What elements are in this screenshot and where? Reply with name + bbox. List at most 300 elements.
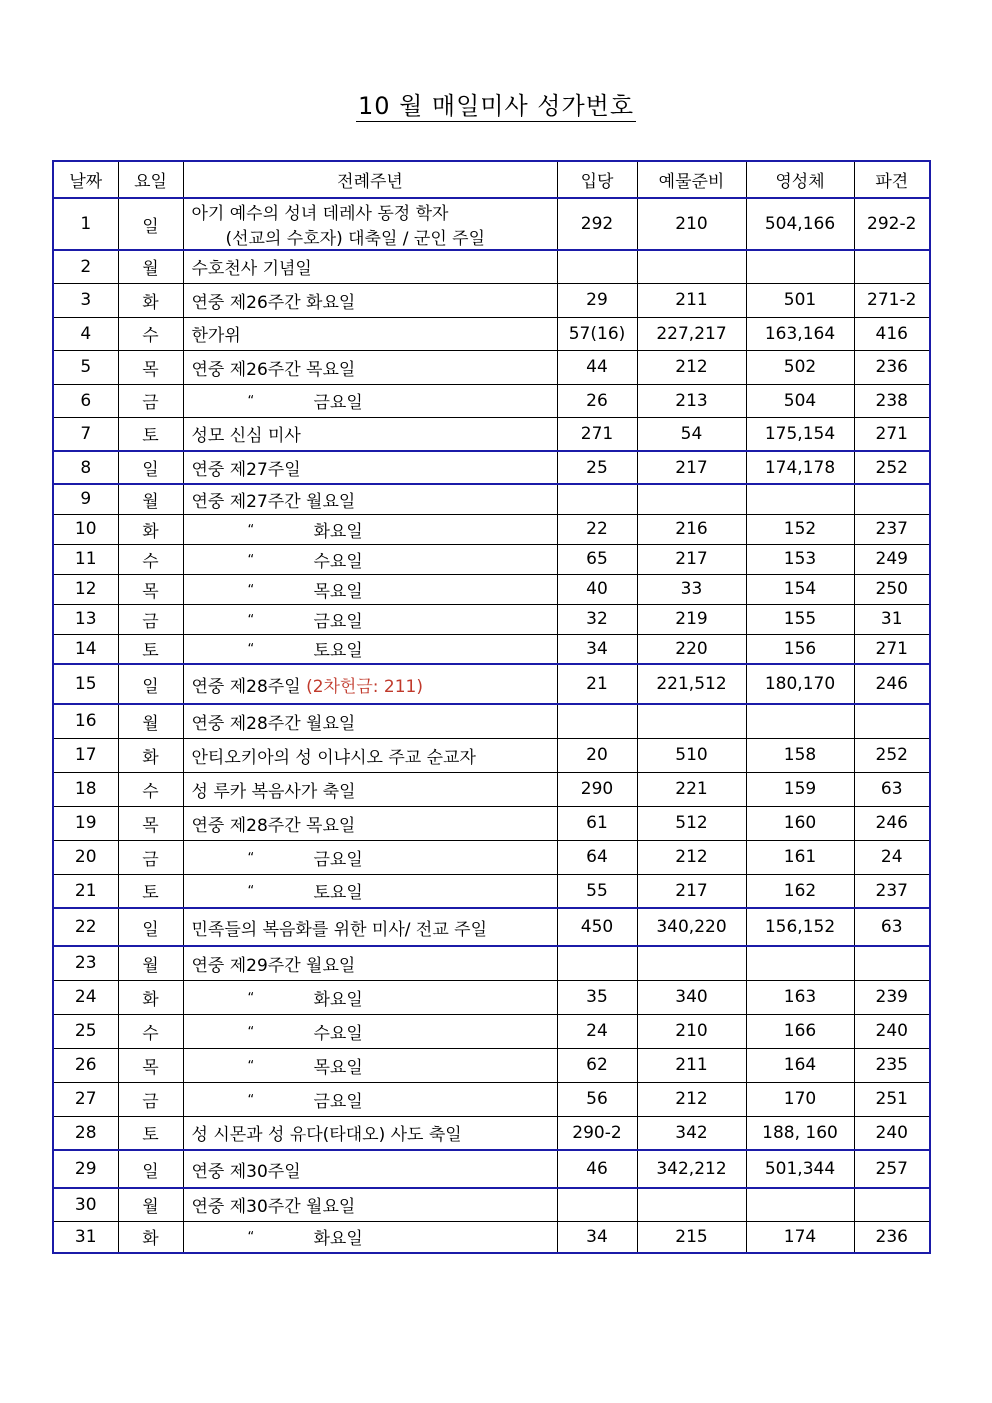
cell-date: 5	[53, 350, 118, 384]
cell-date: 13	[53, 604, 118, 634]
ditto-mark: “	[247, 1092, 255, 1108]
cell-recessional: 246	[854, 664, 930, 704]
cell-entrance	[557, 946, 637, 980]
cell-liturgy	[183, 1221, 557, 1253]
cell-recessional: 238	[854, 384, 930, 417]
cell-recessional: 251	[854, 1082, 930, 1116]
cell-liturgy	[183, 738, 557, 772]
cell-entrance: 25	[557, 451, 637, 484]
cell-recessional	[854, 484, 930, 514]
cell-day: 수	[118, 772, 183, 806]
liturgy-text: 금요일	[313, 849, 363, 870]
liturgy-text: 목요일	[313, 581, 363, 602]
cell-day: 목	[118, 806, 183, 840]
liturgy-text: 수호천사 기념일	[191, 259, 312, 280]
cell-liturgy	[183, 634, 557, 664]
cell-liturgy	[183, 1188, 557, 1221]
liturgy-text: 한가위	[191, 326, 241, 346]
liturgy-text: 화요일	[313, 989, 363, 1010]
liturgy-text: 민족들의 복음화를 위한 미사/ 전교 주일	[191, 919, 487, 940]
cell-recessional: 236	[854, 350, 930, 384]
cell-liturgy	[183, 250, 557, 283]
cell-liturgy	[183, 1150, 557, 1188]
cell-day: 월	[118, 946, 183, 980]
cell-offertory: 510	[637, 738, 746, 772]
cell-communion: 164	[746, 1048, 854, 1082]
cell-entrance: 290-2	[557, 1116, 637, 1150]
cell-day: 화	[118, 738, 183, 772]
cell-communion: 501	[746, 283, 854, 317]
cell-communion: 501,344	[746, 1150, 854, 1188]
cell-recessional: 240	[854, 1014, 930, 1048]
cell-entrance: 22	[557, 514, 637, 544]
cell-recessional: 63	[854, 908, 930, 946]
table-row	[53, 604, 930, 634]
table-row	[53, 664, 930, 704]
cell-date: 26	[53, 1048, 118, 1082]
table-row	[53, 634, 930, 664]
cell-entrance: 61	[557, 806, 637, 840]
header-offertory: 예물준비	[637, 161, 746, 198]
cell-communion	[746, 704, 854, 738]
table-row	[53, 874, 930, 908]
cell-offertory: 512	[637, 806, 746, 840]
cell-offertory: 342,212	[637, 1150, 746, 1188]
cell-date: 27	[53, 1082, 118, 1116]
header-liturgy: 전례주년	[183, 161, 557, 198]
cell-entrance: 35	[557, 980, 637, 1014]
liturgy-text: 연중 제26주간 화요일	[191, 292, 356, 313]
cell-offertory	[637, 1188, 746, 1221]
cell-day: 월	[118, 250, 183, 283]
liturgy-text: 연중 제29주간 월요일	[191, 955, 356, 976]
cell-entrance	[557, 704, 637, 738]
cell-day: 일	[118, 664, 183, 704]
cell-recessional	[854, 1188, 930, 1221]
cell-date: 10	[53, 514, 118, 544]
table-row	[53, 1116, 930, 1150]
cell-day: 목	[118, 350, 183, 384]
cell-recessional: 271-2	[854, 283, 930, 317]
liturgy-text: 토요일	[313, 883, 363, 904]
cell-day: 금	[118, 384, 183, 417]
table-row	[53, 946, 930, 980]
table-row	[53, 1188, 930, 1221]
ditto-mark: “	[247, 582, 255, 598]
cell-entrance: 24	[557, 1014, 637, 1048]
cell-liturgy	[183, 604, 557, 634]
cell-liturgy	[183, 908, 557, 946]
cell-offertory: 212	[637, 350, 746, 384]
cell-communion: 162	[746, 874, 854, 908]
cell-offertory: 54	[637, 417, 746, 451]
table-body	[53, 198, 930, 1253]
cell-offertory: 227,217	[637, 317, 746, 350]
cell-offertory: 210	[637, 1014, 746, 1048]
table-row	[53, 484, 930, 514]
page-title	[0, 86, 992, 121]
cell-communion: 161	[746, 840, 854, 874]
liturgy-text: 안티오키아의 성 이냐시오 주교 순교자	[191, 747, 476, 768]
cell-day: 화	[118, 514, 183, 544]
cell-recessional: 31	[854, 604, 930, 634]
cell-day: 월	[118, 704, 183, 738]
table-row	[53, 772, 930, 806]
cell-liturgy	[183, 772, 557, 806]
cell-recessional: 252	[854, 738, 930, 772]
cell-liturgy	[183, 664, 557, 704]
cell-date: 17	[53, 738, 118, 772]
liturgy-text: 수요일	[313, 1023, 363, 1044]
hymn-schedule-table	[52, 160, 931, 1254]
header-date: 날짜	[53, 161, 118, 198]
cell-recessional	[854, 946, 930, 980]
cell-communion	[746, 946, 854, 980]
cell-liturgy	[183, 451, 557, 484]
ditto-mark: “	[247, 394, 255, 409]
cell-date: 21	[53, 874, 118, 908]
cell-communion: 154	[746, 574, 854, 604]
cell-entrance: 64	[557, 840, 637, 874]
cell-date: 16	[53, 704, 118, 738]
liturgy-text: 성모 신심 미사	[191, 426, 301, 447]
cell-recessional: 252	[854, 451, 930, 484]
cell-day: 토	[118, 874, 183, 908]
table-row	[53, 198, 930, 250]
cell-entrance: 26	[557, 384, 637, 417]
cell-date: 7	[53, 417, 118, 451]
cell-offertory: 217	[637, 874, 746, 908]
cell-offertory: 221	[637, 772, 746, 806]
table-row	[53, 250, 930, 283]
cell-communion: 170	[746, 1082, 854, 1116]
liturgy-text: 금요일	[313, 393, 363, 413]
cell-day: 화	[118, 283, 183, 317]
cell-liturgy	[183, 514, 557, 544]
cell-date: 8	[53, 451, 118, 484]
table-row	[53, 704, 930, 738]
cell-entrance: 62	[557, 1048, 637, 1082]
table-row	[53, 1221, 930, 1253]
cell-liturgy	[183, 484, 557, 514]
ditto-mark: “	[247, 850, 255, 866]
cell-communion: 156,152	[746, 908, 854, 946]
header-entrance: 입당	[557, 161, 637, 198]
ditto-mark: “	[247, 642, 255, 658]
cell-day: 수	[118, 1014, 183, 1048]
cell-recessional: 237	[854, 874, 930, 908]
cell-date: 2	[53, 250, 118, 283]
table-row	[53, 544, 930, 574]
cell-entrance: 34	[557, 634, 637, 664]
cell-date: 4	[53, 317, 118, 350]
cell-day: 토	[118, 417, 183, 451]
table-row	[53, 738, 930, 772]
table-row	[53, 350, 930, 384]
cell-day: 일	[118, 908, 183, 946]
cell-entrance: 57(16)	[557, 317, 637, 350]
cell-communion: 152	[746, 514, 854, 544]
cell-recessional: 416	[854, 317, 930, 350]
cell-liturgy	[183, 544, 557, 574]
liturgy-text: 성 시몬과 성 유다(타대오) 사도 축일	[191, 1125, 462, 1146]
header-communion: 영성체	[746, 161, 854, 198]
liturgy-text: 연중 제27주일	[191, 460, 301, 480]
cell-liturgy	[183, 704, 557, 738]
cell-offertory: 215	[637, 1221, 746, 1253]
cell-offertory: 221,512	[637, 664, 746, 704]
cell-offertory: 216	[637, 514, 746, 544]
cell-communion: 180,170	[746, 664, 854, 704]
cell-date: 22	[53, 908, 118, 946]
cell-offertory: 220	[637, 634, 746, 664]
cell-offertory: 342	[637, 1116, 746, 1150]
cell-day: 수	[118, 544, 183, 574]
cell-entrance: 290	[557, 772, 637, 806]
table-row	[53, 283, 930, 317]
table-header-row	[53, 161, 930, 198]
cell-date: 19	[53, 806, 118, 840]
cell-liturgy	[183, 806, 557, 840]
cell-liturgy	[183, 1014, 557, 1048]
cell-communion: 158	[746, 738, 854, 772]
liturgy-text: 금요일	[313, 1091, 363, 1112]
cell-liturgy	[183, 198, 557, 250]
cell-day: 수	[118, 317, 183, 350]
liturgy-text: 연중 제27주간 월요일	[191, 491, 356, 512]
cell-date: 20	[53, 840, 118, 874]
cell-recessional: 63	[854, 772, 930, 806]
cell-entrance: 450	[557, 908, 637, 946]
ditto-mark: “	[247, 990, 255, 1006]
cell-date: 24	[53, 980, 118, 1014]
cell-day: 금	[118, 840, 183, 874]
cell-day: 금	[118, 604, 183, 634]
cell-recessional	[854, 704, 930, 738]
header-day: 요일	[118, 161, 183, 198]
table-row	[53, 1082, 930, 1116]
table-row	[53, 384, 930, 417]
cell-date: 9	[53, 484, 118, 514]
cell-offertory: 219	[637, 604, 746, 634]
liturgy-line-2: (선교의 수호자) 대축일 / 군인 주일	[225, 229, 485, 249]
cell-date: 14	[53, 634, 118, 664]
cell-liturgy	[183, 283, 557, 317]
cell-communion: 160	[746, 806, 854, 840]
cell-recessional: 249	[854, 544, 930, 574]
cell-day: 일	[118, 451, 183, 484]
cell-liturgy	[183, 317, 557, 350]
cell-date: 18	[53, 772, 118, 806]
cell-day: 목	[118, 574, 183, 604]
cell-offertory: 340,220	[637, 908, 746, 946]
liturgy-text: 연중 제28주간 월요일	[191, 713, 356, 734]
cell-communion: 174	[746, 1221, 854, 1253]
cell-communion	[746, 1188, 854, 1221]
cell-recessional: 237	[854, 514, 930, 544]
ditto-mark: “	[247, 1058, 255, 1074]
cell-liturgy	[183, 946, 557, 980]
cell-liturgy	[183, 417, 557, 451]
cell-offertory: 340	[637, 980, 746, 1014]
cell-offertory: 33	[637, 574, 746, 604]
liturgy-text: 수요일	[313, 551, 363, 572]
cell-liturgy	[183, 1116, 557, 1150]
liturgy-text: 연중 제30주일	[191, 1161, 301, 1182]
page-title-text: 10 월 매일미사 성가번호	[357, 92, 635, 120]
table-row	[53, 908, 930, 946]
cell-liturgy	[183, 1048, 557, 1082]
cell-entrance	[557, 1188, 637, 1221]
table-row	[53, 1150, 930, 1188]
liturgy-text: 화요일	[313, 1229, 363, 1250]
cell-day: 일	[118, 1150, 183, 1188]
cell-communion: 502	[746, 350, 854, 384]
cell-liturgy	[183, 1082, 557, 1116]
second-collection-note: (2차헌금: 211)	[306, 676, 423, 697]
cell-recessional: 292-2	[854, 198, 930, 250]
cell-day: 월	[118, 484, 183, 514]
cell-liturgy	[183, 350, 557, 384]
table-row	[53, 317, 930, 350]
cell-date: 30	[53, 1188, 118, 1221]
cell-entrance: 21	[557, 664, 637, 704]
cell-offertory: 212	[637, 1082, 746, 1116]
cell-communion: 155	[746, 604, 854, 634]
ditto-mark: “	[247, 612, 255, 628]
cell-date: 25	[53, 1014, 118, 1048]
cell-offertory	[637, 484, 746, 514]
cell-communion: 166	[746, 1014, 854, 1048]
cell-recessional: 236	[854, 1221, 930, 1253]
liturgy-line-1: 아기 예수의 성녀 데레사 동정 학자	[191, 204, 449, 224]
cell-entrance: 55	[557, 874, 637, 908]
cell-date: 29	[53, 1150, 118, 1188]
cell-liturgy	[183, 384, 557, 417]
cell-liturgy	[183, 980, 557, 1014]
cell-date: 15	[53, 664, 118, 704]
header-recessional: 파견	[854, 161, 930, 198]
table-row	[53, 840, 930, 874]
cell-offertory: 210	[637, 198, 746, 250]
table-row	[53, 417, 930, 451]
cell-date: 12	[53, 574, 118, 604]
table-row	[53, 574, 930, 604]
cell-offertory	[637, 250, 746, 283]
cell-recessional	[854, 250, 930, 283]
table-row	[53, 1014, 930, 1048]
cell-recessional: 246	[854, 806, 930, 840]
cell-communion: 163,164	[746, 317, 854, 350]
cell-date: 6	[53, 384, 118, 417]
cell-date: 1	[53, 198, 118, 250]
ditto-mark: “	[247, 1230, 255, 1246]
cell-entrance: 32	[557, 604, 637, 634]
cell-entrance: 29	[557, 283, 637, 317]
cell-communion: 175,154	[746, 417, 854, 451]
cell-recessional: 271	[854, 634, 930, 664]
liturgy-text: 토요일	[313, 641, 363, 662]
cell-day: 목	[118, 1048, 183, 1082]
ditto-mark: “	[247, 552, 255, 568]
liturgy-text: 금요일	[313, 611, 363, 632]
liturgy-text: 화요일	[313, 521, 363, 542]
cell-liturgy	[183, 840, 557, 874]
cell-recessional: 250	[854, 574, 930, 604]
cell-liturgy	[183, 874, 557, 908]
cell-offertory: 212	[637, 840, 746, 874]
cell-offertory: 211	[637, 1048, 746, 1082]
cell-day: 화	[118, 1221, 183, 1253]
cell-entrance: 20	[557, 738, 637, 772]
cell-date: 11	[53, 544, 118, 574]
cell-liturgy	[183, 574, 557, 604]
cell-entrance: 34	[557, 1221, 637, 1253]
cell-recessional: 235	[854, 1048, 930, 1082]
cell-day: 일	[118, 198, 183, 250]
table-row	[53, 514, 930, 544]
table-row	[53, 1048, 930, 1082]
table-row	[53, 806, 930, 840]
cell-offertory: 217	[637, 544, 746, 574]
cell-offertory: 217	[637, 451, 746, 484]
cell-offertory	[637, 946, 746, 980]
cell-offertory: 211	[637, 283, 746, 317]
cell-day: 화	[118, 980, 183, 1014]
cell-communion: 504	[746, 384, 854, 417]
cell-day: 토	[118, 634, 183, 664]
ditto-mark: “	[247, 1024, 255, 1040]
cell-entrance: 46	[557, 1150, 637, 1188]
cell-day: 금	[118, 1082, 183, 1116]
cell-entrance: 271	[557, 417, 637, 451]
cell-communion: 163	[746, 980, 854, 1014]
cell-offertory	[637, 704, 746, 738]
liturgy-text: 연중 제30주간 월요일	[191, 1197, 356, 1218]
cell-entrance: 40	[557, 574, 637, 604]
cell-communion: 504,166	[746, 198, 854, 250]
cell-entrance: 292	[557, 198, 637, 250]
cell-entrance	[557, 250, 637, 283]
cell-recessional: 24	[854, 840, 930, 874]
cell-entrance: 44	[557, 350, 637, 384]
cell-date: 31	[53, 1221, 118, 1253]
cell-communion: 159	[746, 772, 854, 806]
cell-communion: 188, 160	[746, 1116, 854, 1150]
cell-date: 28	[53, 1116, 118, 1150]
ditto-mark: “	[247, 522, 255, 538]
cell-day: 월	[118, 1188, 183, 1221]
liturgy-text: 목요일	[313, 1057, 363, 1078]
cell-recessional: 271	[854, 417, 930, 451]
cell-recessional: 240	[854, 1116, 930, 1150]
liturgy-text: 연중 제28주일	[191, 676, 301, 697]
liturgy-text: 연중 제28주간 목요일	[191, 815, 356, 836]
table-row	[53, 451, 930, 484]
table-row	[53, 980, 930, 1014]
cell-entrance: 56	[557, 1082, 637, 1116]
cell-entrance	[557, 484, 637, 514]
cell-communion	[746, 484, 854, 514]
cell-day: 토	[118, 1116, 183, 1150]
cell-communion: 153	[746, 544, 854, 574]
cell-entrance: 65	[557, 544, 637, 574]
cell-offertory: 213	[637, 384, 746, 417]
cell-communion: 174,178	[746, 451, 854, 484]
liturgy-text: 연중 제26주간 목요일	[191, 359, 356, 380]
cell-recessional: 257	[854, 1150, 930, 1188]
cell-recessional: 239	[854, 980, 930, 1014]
